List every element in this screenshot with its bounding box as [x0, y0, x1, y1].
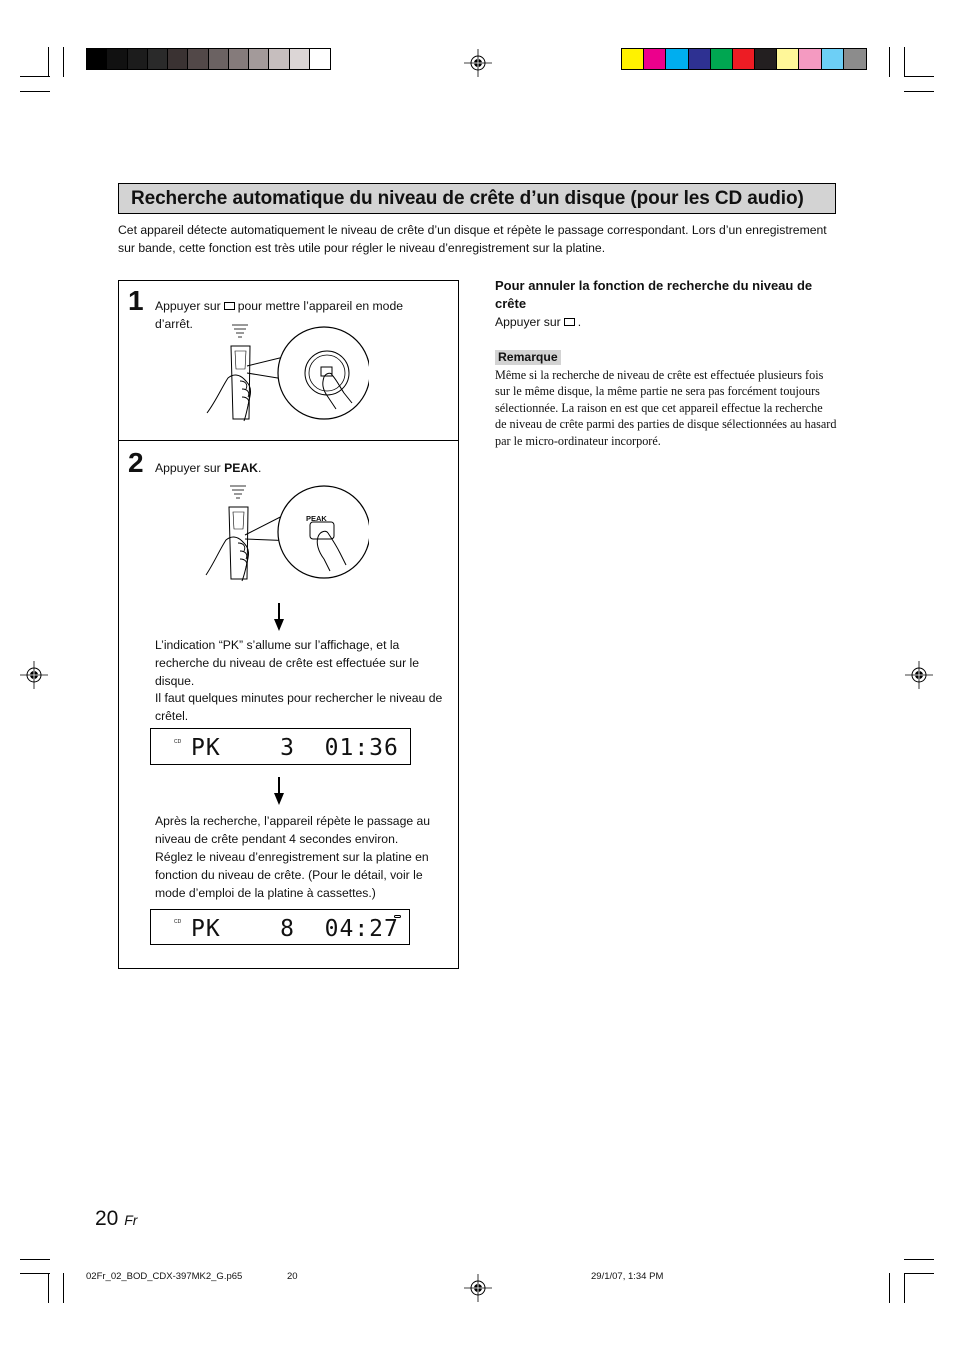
color-swatch — [755, 49, 777, 69]
registration-target-icon — [464, 1274, 492, 1302]
crop-mark — [904, 1259, 934, 1260]
color-calibration-bar — [621, 48, 867, 70]
footer-page: 20 — [287, 1271, 298, 1282]
step-text: pour mettre l’appareil en mode d’arrêt. — [155, 299, 404, 331]
color-swatch — [269, 49, 289, 69]
color-swatch — [733, 49, 755, 69]
down-arrow-icon — [273, 777, 285, 805]
step-text: . — [257, 461, 262, 475]
color-swatch — [666, 49, 688, 69]
cancel-section — [495, 277, 835, 331]
remote-peak-illustration — [204, 483, 369, 583]
footer-filename: 02Fr_02_BOD_CDX-397MK2_G.p65 — [86, 1271, 243, 1282]
color-swatch — [622, 49, 644, 69]
search-duration-paragraph: Il faut quelques minutes pour rechercher le niveau de crêtel. — [155, 691, 443, 723]
cancel-text: . — [577, 315, 582, 329]
cancel-text: Appuyer sur — [495, 315, 561, 329]
color-swatch — [310, 49, 330, 69]
crop-mark — [63, 1273, 64, 1303]
registration-target-icon — [464, 49, 492, 77]
color-swatch — [290, 49, 310, 69]
step-2-instruction — [155, 459, 435, 477]
crop-mark — [889, 47, 890, 77]
crop-mark — [48, 47, 49, 77]
cd-indicator: CD — [174, 919, 182, 925]
crop-mark — [20, 76, 50, 77]
after-search-paragraph: Après la recherche, l’appareil répète le passage au niveau de crête pendant 4 secondes environ. — [155, 814, 431, 846]
color-swatch — [87, 49, 107, 69]
grayscale-calibration-bar — [86, 48, 331, 70]
remarque-text: Même si la recherche de niveau de crête est effectuée plusieurs fois sur le même disque, la même partie ne sera pas forcément toujours sélectionnée. La raison en est que cet appareil effectue la recherche de niveau de crête parmi des parties de disque sélectionnées au hasard par le micro-ordinateur incorporé. — [495, 368, 837, 448]
cancel-heading: Pour annuler la fonction de recherche du niveau de crête — [495, 278, 813, 311]
crop-mark — [904, 76, 934, 77]
intro-paragraph: Cet appareil détecte automatiquement le niveau de crête d’un disque et répète le passage correspondant. Lors d’un enregistrement sur bande, cette fonction est très utile pour régler le niveau d’enregistrement sur la platine. — [118, 223, 827, 255]
display-panel — [150, 909, 410, 945]
step-1-box — [118, 280, 459, 441]
step-number: 2 — [128, 447, 144, 478]
stop-icon — [224, 302, 235, 310]
color-swatch — [711, 49, 733, 69]
cd-indicator: CD — [174, 739, 182, 745]
display-panel — [150, 728, 411, 765]
pk-indication-paragraph: L’indication “PK” s’allume sur l’affichage, et la recherche du niveau de crête est effectuée sur le disque. — [155, 638, 420, 688]
color-swatch — [777, 49, 799, 69]
page-number-value: 20 — [95, 1207, 119, 1230]
page-language: Fr — [124, 1212, 138, 1228]
color-swatch — [644, 49, 666, 69]
peak-button-label: PEAK — [306, 514, 327, 523]
color-swatch — [148, 49, 168, 69]
section-title: Recherche automatique du niveau de crête d’un disque (pour les CD audio) — [118, 183, 836, 214]
color-swatch — [188, 49, 208, 69]
recording-level-paragraph: Réglez le niveau d’enregistrement sur la platine en fonction du niveau de crête. (Pour le détail, voir le mode d’emploi de la platine à cassettes.) — [155, 850, 429, 900]
cancel-instruction — [495, 313, 835, 331]
color-swatch — [128, 49, 148, 69]
crop-mark — [20, 1259, 50, 1260]
crop-mark — [20, 1273, 50, 1274]
remarque-label: Remarque — [495, 350, 561, 365]
crop-mark — [20, 91, 50, 92]
color-swatch — [249, 49, 269, 69]
page-number — [95, 1207, 137, 1232]
registration-target-icon — [905, 661, 933, 689]
color-swatch — [689, 49, 711, 69]
color-swatch — [168, 49, 188, 69]
remote-stop-illustration — [204, 321, 369, 426]
color-swatch — [209, 49, 229, 69]
crop-mark — [63, 47, 64, 77]
display-readout: PK 8 04:27 — [191, 916, 399, 942]
crop-mark — [904, 1273, 905, 1303]
crop-mark — [904, 47, 905, 77]
step-text: Appuyer sur — [155, 461, 225, 475]
down-arrow-icon — [273, 603, 285, 631]
crop-mark — [889, 1273, 890, 1303]
registration-target-icon — [20, 661, 48, 689]
step-2-box — [118, 440, 459, 969]
crop-mark — [904, 91, 934, 92]
remarque-section — [495, 348, 835, 449]
step-text: Appuyer sur — [155, 299, 221, 313]
stop-icon — [564, 318, 575, 326]
color-swatch — [107, 49, 127, 69]
step-number: 1 — [128, 285, 144, 316]
peak-button-name: PEAK — [224, 461, 258, 475]
crop-mark — [904, 1273, 934, 1274]
color-swatch — [844, 49, 866, 69]
footer-date: 29/1/07, 1:34 PM — [591, 1271, 664, 1282]
display-readout: PK 3 01:36 — [191, 735, 399, 761]
crop-mark — [48, 1273, 49, 1303]
color-swatch — [799, 49, 821, 69]
color-swatch — [822, 49, 844, 69]
color-swatch — [229, 49, 249, 69]
